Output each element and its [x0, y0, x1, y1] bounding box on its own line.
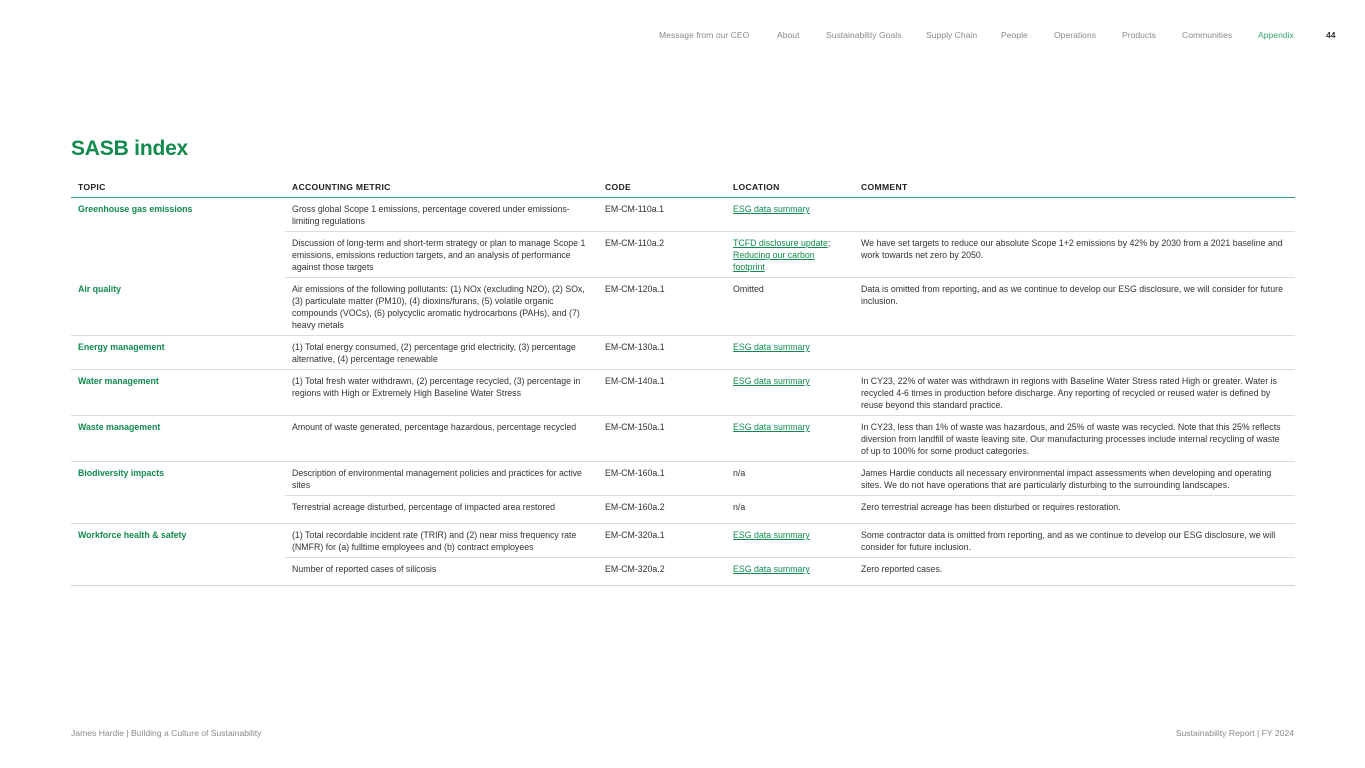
metric-cell: (1) Total recordable incident rate (TRIR) and (2) near miss frequency rate (NMFR) for (a) fulltime employees and (b) contract employees: [285, 524, 598, 558]
page-title: SASB index: [71, 137, 189, 160]
table-row: [71, 198, 1295, 232]
location-cell: Omitted: [726, 278, 854, 336]
topic-cell: Greenhouse gas emissions: [78, 204, 193, 214]
header-topic: TOPIC: [71, 176, 285, 198]
reducing-carbon-footprint-link[interactable]: Reducing our carbon footprint: [733, 250, 815, 272]
esg-data-summary-link[interactable]: ESG data summary: [733, 376, 810, 386]
esg-data-summary-link[interactable]: ESG data summary: [733, 342, 810, 352]
topic-cell: Water management: [71, 370, 285, 416]
code-cell: EM-CM-150a.1: [598, 416, 726, 462]
comment-cell: We have set targets to reduce our absolute Scope 1+2 emissions by 42% by 2030 from a 2021 baseline and work towards net zero by 2050.: [854, 232, 1295, 278]
code-cell: EM-CM-160a.2: [598, 496, 726, 524]
table-row: [71, 524, 1295, 558]
metric-cell: Air emissions of the following pollutants: (1) NOx (excluding N2O), (2) SOx, (3) particulate matter (PM10), (4) dioxins/furans, (5) volatile organic compounds (VOCs), (6) polycyclic aromatic hydrocarbons (PAHs), and (7) heavy metals: [285, 278, 598, 336]
code-cell: EM-CM-320a.1: [598, 524, 726, 558]
location-cell: [726, 198, 854, 232]
topic-cell: Biodiversity impacts: [71, 462, 285, 524]
comment-cell: James Hardie conducts all necessary environmental impact assessments when developing and operating sites. We do not have operations that are particularly disturbing to the surrounding landscapes.: [854, 462, 1295, 496]
topic-cell: Waste management: [71, 416, 285, 462]
nav-link-appendix[interactable]: Appendix: [1258, 30, 1294, 40]
nav-link-ceo-message[interactable]: Message from our CEO: [659, 30, 750, 40]
footer-left-text: James Hardie | Building a Culture of Sustainability: [71, 728, 262, 738]
code-cell: EM-CM-120a.1: [598, 278, 726, 336]
table-header-row: [71, 176, 1295, 198]
location-cell: [726, 558, 854, 586]
code-cell: EM-CM-110a.2: [598, 232, 726, 278]
comment-cell: Some contractor data is omitted from reporting, and as we continue to develop our ESG disclosure, we will consider for future inclusion.: [854, 524, 1295, 558]
location-cell: [726, 336, 854, 370]
location-cell: [726, 232, 854, 278]
header-comment: COMMENT: [854, 176, 1295, 198]
nav-link-sustainability-goals[interactable]: Sustainability Goals: [826, 30, 902, 40]
comment-cell: Zero reported cases.: [854, 558, 1295, 586]
nav-link-about[interactable]: About: [777, 30, 800, 40]
metric-cell: Amount of waste generated, percentage hazardous, percentage recycled: [285, 416, 598, 462]
metric-cell: Number of reported cases of silicosis: [285, 558, 598, 586]
nav-link-communities[interactable]: Communities: [1182, 30, 1233, 40]
metric-cell: Gross global Scope 1 emissions, percentage covered under emissions-limiting regulations: [285, 198, 598, 232]
code-cell: EM-CM-160a.1: [598, 462, 726, 496]
code-cell: EM-CM-320a.2: [598, 558, 726, 586]
location-cell: n/a: [726, 496, 854, 524]
nav-link-supply-chain[interactable]: Supply Chain: [926, 30, 978, 40]
comment-cell: [854, 198, 1295, 232]
esg-data-summary-link[interactable]: ESG data summary: [733, 564, 810, 574]
metric-cell: Terrestrial acreage disturbed, percentage of impacted area restored: [285, 496, 598, 524]
metric-cell: Discussion of long-term and short-term strategy or plan to manage Scope 1 emissions, emissions reduction targets, and an analysis of performance against those targets: [285, 232, 598, 278]
header-code: CODE: [598, 176, 726, 198]
topic-cell: Workforce health & safety: [71, 524, 285, 586]
table-row: [71, 336, 1295, 370]
nav-link-operations[interactable]: Operations: [1054, 30, 1097, 40]
table-row: [71, 416, 1295, 462]
page-number: 44: [1326, 30, 1336, 40]
tcfd-disclosure-link[interactable]: TCFD disclosure update: [733, 238, 828, 248]
comment-cell: Zero terrestrial acreage has been disturbed or requires restoration.: [854, 496, 1295, 524]
location-cell: [726, 524, 854, 558]
header-accounting-metric: ACCOUNTING METRIC: [285, 176, 598, 198]
metric-cell: (1) Total fresh water withdrawn, (2) percentage recycled, (3) percentage in regions with High or Extremely High Baseline Water Stress: [285, 370, 598, 416]
code-cell: EM-CM-110a.1: [598, 198, 726, 232]
nav-link-people[interactable]: People: [1001, 30, 1028, 40]
topic-cell: Air quality: [71, 278, 285, 336]
top-navigation: [0, 30, 1365, 44]
topic-cell: Energy management: [71, 336, 285, 370]
location-separator: ;: [827, 238, 831, 248]
table-row: [71, 462, 1295, 496]
table-row: [71, 278, 1295, 336]
location-cell: n/a: [726, 462, 854, 496]
esg-data-summary-link[interactable]: ESG data summary: [733, 422, 810, 432]
header-location: LOCATION: [726, 176, 854, 198]
location-cell: [726, 370, 854, 416]
metric-cell: (1) Total energy consumed, (2) percentage grid electricity, (3) percentage alternative, (4) percentage renewable: [285, 336, 598, 370]
metric-cell: Description of environmental management policies and practices for active sites: [285, 462, 598, 496]
comment-cell: Data is omitted from reporting, and as we continue to develop our ESG disclosure, we will consider for future inclusion.: [854, 278, 1295, 336]
esg-data-summary-link[interactable]: ESG data summary: [733, 204, 810, 214]
table-row: [71, 370, 1295, 416]
location-cell: [726, 416, 854, 462]
esg-data-summary-link[interactable]: ESG data summary: [733, 530, 810, 540]
footer-right-text: Sustainability Report | FY 2024: [1175, 728, 1294, 738]
comment-cell: In CY23, less than 1% of waste was hazardous, and 25% of waste was recycled. Note that this 25% reflects diversion from landfill of waste leaving site. Our manufacturing processes include internal recycling of waste of up to 100% for some product categories.: [854, 416, 1295, 462]
comment-cell: In CY23, 22% of water was withdrawn in regions with Baseline Water Stress rated High or greater. Water is recycled 4-6 times in production before discharge. Any reporting of recycled or reused water is defined by reuse beyond this standard practice.: [854, 370, 1295, 416]
nav-link-products[interactable]: Products: [1122, 30, 1156, 40]
code-cell: EM-CM-130a.1: [598, 336, 726, 370]
sasb-index-table: [71, 176, 1295, 586]
code-cell: EM-CM-140a.1: [598, 370, 726, 416]
comment-cell: [854, 336, 1295, 370]
